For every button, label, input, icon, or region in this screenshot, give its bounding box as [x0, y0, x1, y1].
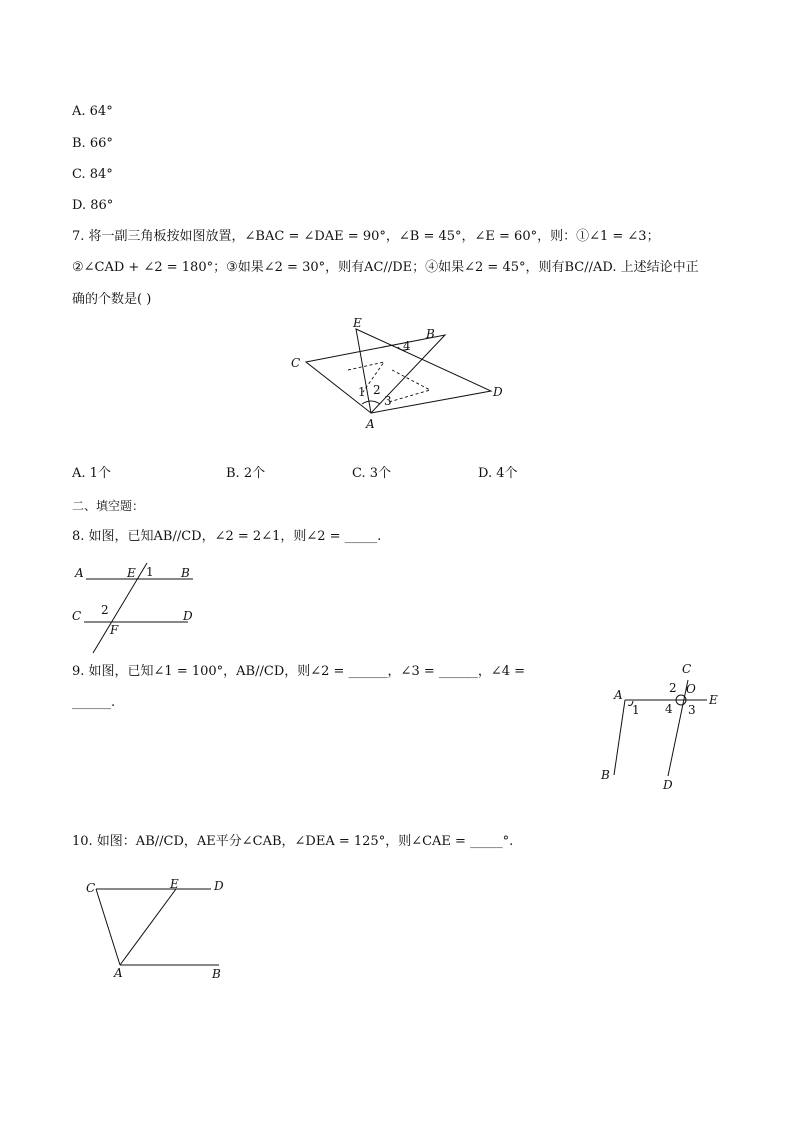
q7-option-c: C. 3个	[352, 466, 392, 481]
q6-option-b: B. 66°	[72, 136, 113, 151]
q7-label-a: A	[366, 417, 375, 431]
q10-label-a: A	[114, 966, 123, 980]
q7-label-c: C	[291, 356, 301, 370]
q10-label-b: B	[212, 967, 221, 981]
q9-label-a: A	[614, 688, 623, 702]
q8-label-f: F	[110, 623, 119, 637]
q8-label-d: D	[183, 609, 193, 623]
q9-label-b: B	[601, 768, 610, 782]
q7-label-angle-3: 3	[384, 394, 392, 408]
section-title: 二、填空题：	[72, 499, 145, 513]
q6-option-a: A. 64°	[72, 104, 113, 119]
q9-line-1: 9. 如图，已知∠1 = 100°，AB//CD，则∠2 = ______，∠3 = ______，∠4 =	[72, 664, 526, 679]
q7-label-angle-4: 4	[403, 339, 411, 353]
q10-line-ca	[96, 889, 120, 965]
q9-label-e: E	[709, 693, 718, 707]
q7-option-b: B. 2个	[226, 466, 266, 481]
q8-text: 8. 如图，已知AB//CD，∠2 = 2∠1，则∠2 = _____.	[72, 529, 382, 544]
q9-label-angle-4: 4	[665, 702, 673, 716]
q10-text: 10. 如图：AB//CD，AE平分∠CAB，∠DEA = 125°，则∠CAE = _____°.	[72, 834, 514, 849]
q10-label-c: C	[86, 881, 96, 895]
q7-option-d: D. 4个	[478, 466, 518, 481]
q9-label-angle-2: 2	[669, 681, 677, 695]
q7-line-1: 7. 将一副三角板按如图放置，∠BAC = ∠DAE = 90°，∠B = 45°，∠E = 60°，则：①∠1 = ∠3；	[72, 229, 660, 244]
q8-label-b: B	[181, 566, 190, 580]
q9-label-d: D	[663, 778, 673, 792]
q10-label-e: E	[170, 877, 179, 891]
q7-line-3: 确的个数是( )	[72, 292, 152, 307]
q9-label-angle-3: 3	[688, 703, 696, 717]
q7-label-angle-1: 1	[358, 385, 366, 399]
q8-label-c: C	[72, 609, 82, 623]
q8-label-angle-1: 1	[146, 565, 154, 579]
q9-label-o: O	[686, 682, 696, 696]
q9-label-c: C	[682, 662, 692, 676]
q10-line-ae	[120, 889, 176, 965]
q7-label-b: B	[426, 327, 435, 341]
q7-label-e: E	[353, 316, 362, 330]
q7-label-d: D	[493, 385, 503, 399]
q8-label-a: A	[75, 566, 84, 580]
q6-option-c: C. 84°	[72, 167, 113, 182]
q8-label-e: E	[127, 566, 136, 580]
q10-label-d: D	[214, 879, 224, 893]
q7-line-2: ②∠CAD + ∠2 = 180°；③如果∠2 = 30°，则有AC//DE；④如果∠2 = 45°，则有BC//AD. 上述结论中正	[72, 260, 699, 275]
q9-line-2: ______.	[72, 695, 116, 710]
q6-option-d: D. 86°	[72, 198, 114, 213]
q7-label-angle-2: 2	[373, 383, 381, 397]
q9-label-angle-1: 1	[632, 703, 640, 717]
q7-option-a: A. 1个	[72, 466, 111, 481]
q8-label-angle-2: 2	[101, 603, 109, 617]
